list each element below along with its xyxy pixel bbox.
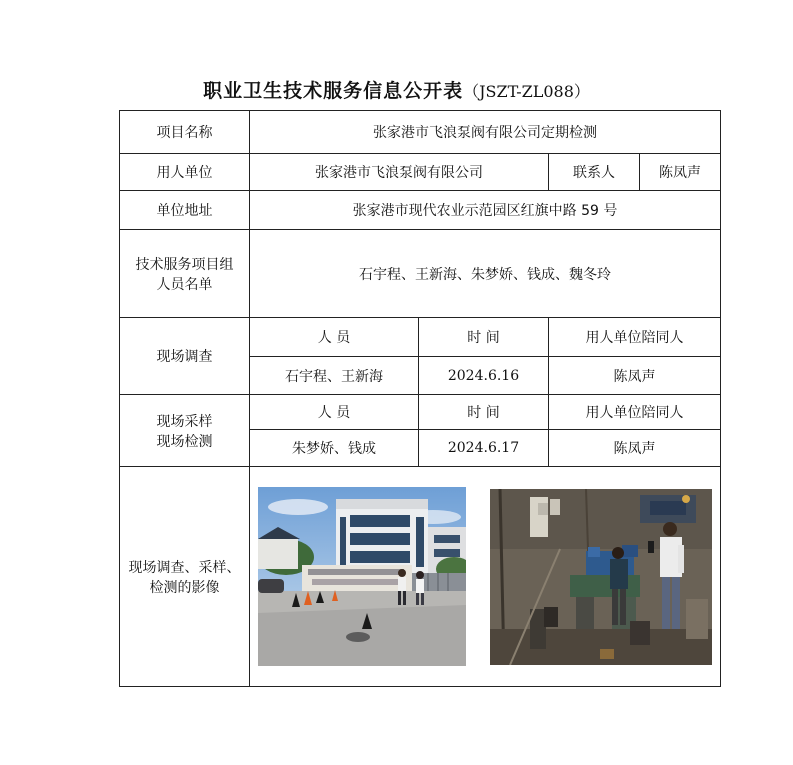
sampling-col-personnel: 人 员 [250, 395, 419, 430]
photo-workshop-inspection [490, 489, 712, 665]
row-images [120, 467, 721, 687]
employer-label: 用人单位 [120, 154, 250, 191]
row-project [120, 111, 721, 154]
row-survey-header [120, 318, 721, 357]
team-label-line2: 人员名单 [156, 276, 213, 293]
address-label: 单位地址 [120, 191, 250, 230]
row-sampling-header [120, 395, 721, 430]
address-value: 张家港市现代农业示范园区红旗中路 59 号 [250, 191, 721, 230]
photos-container [254, 487, 716, 666]
title-code: （JSZT-ZL088） [463, 82, 590, 101]
survey-companion: 陈凤声 [549, 357, 721, 395]
sampling-label [120, 395, 250, 467]
sampling-companion: 陈凤声 [549, 430, 721, 467]
sampling-col-time: 时 间 [419, 395, 549, 430]
sampling-label-line2: 现场检测 [156, 433, 213, 450]
info-table [119, 110, 721, 687]
images-label-line2: 检测的影像 [149, 579, 220, 596]
survey-label: 现场调查 [120, 318, 250, 395]
sampling-personnel: 朱梦娇、钱成 [250, 430, 419, 467]
row-address [120, 191, 721, 230]
images-cell [250, 467, 721, 687]
row-team [120, 230, 721, 318]
sampling-time: 2024.6.17 [419, 430, 549, 467]
photo-building-exterior [258, 487, 466, 666]
employer-value: 张家港市飞浪泵阀有限公司 [250, 154, 549, 191]
project-value: 张家港市飞浪泵阀有限公司定期检测 [250, 111, 721, 154]
survey-col-companion: 用人单位陪同人 [549, 318, 721, 357]
images-label-line1: 现场调查、采样、 [128, 559, 241, 576]
sampling-col-companion: 用人单位陪同人 [549, 395, 721, 430]
sampling-label-line1: 现场采样 [156, 413, 213, 430]
survey-personnel: 石宇程、王新海 [250, 357, 419, 395]
survey-time: 2024.6.16 [419, 357, 549, 395]
team-label [120, 230, 250, 318]
images-label [120, 467, 250, 687]
contact-label: 联系人 [549, 154, 640, 191]
title-main: 职业卫生技术服务信息公开表 [203, 80, 464, 102]
row-employer [120, 154, 721, 191]
contact-value: 陈凤声 [640, 154, 721, 191]
survey-col-time: 时 间 [419, 318, 549, 357]
page-title [0, 76, 793, 103]
project-label: 项目名称 [120, 111, 250, 154]
team-label-line1: 技术服务项目组 [135, 256, 234, 273]
team-value: 石宇程、王新海、朱梦娇、钱成、魏冬玲 [250, 230, 721, 318]
survey-col-personnel: 人 员 [250, 318, 419, 357]
